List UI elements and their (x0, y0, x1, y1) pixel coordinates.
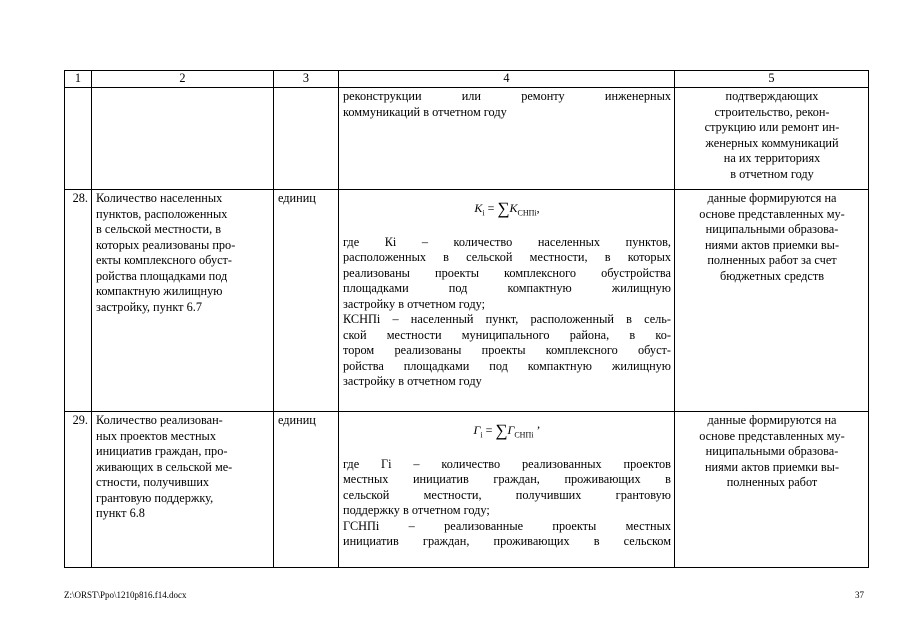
method-cell (339, 88, 675, 190)
source-line: бюджетных средств (719, 268, 825, 283)
source-line: ниями актов приемки вы- (704, 459, 840, 474)
method-line: застройку в отчетном году (343, 374, 482, 389)
source-cell (675, 412, 869, 568)
header-col-5: 5 (675, 71, 869, 88)
method-line: КСНПi – населенный пункт, расположенный в сель- (343, 312, 671, 327)
sum-sign: ∑ (495, 421, 508, 440)
method-cell (339, 190, 675, 412)
method-line: ройства площадками под компактную жилищную (343, 358, 671, 373)
indicator-name-line: Количество реализован- (96, 413, 223, 427)
method-line: расположенных в сельской местности, в которых (343, 250, 671, 265)
source-line: данные формируются на (707, 191, 837, 205)
method-line: застройку в отчетном году; (343, 296, 485, 311)
indicator-name-cell (92, 88, 274, 190)
source-line: ниципальными образова- (705, 222, 839, 236)
indicator-name-line: Количество населенных (96, 191, 223, 205)
header-col-3: 3 (274, 71, 339, 88)
source-line: основе представленных му- (699, 206, 845, 221)
header-col-2: 2 (92, 71, 274, 88)
source-line: данные формируются на (707, 413, 837, 427)
source-line: в отчетном году (730, 166, 814, 181)
method-line: где Гi – количество реализованных проектов (343, 456, 671, 471)
table-row (65, 190, 869, 412)
method-line: тором реализованы проекты комплексного обуст- (343, 343, 671, 358)
indicator-name-line: пункт 6.8 (96, 506, 145, 520)
method-line: реализованы проекты комплексного обустройства (343, 265, 671, 280)
method-line: коммуникаций в отчетном году (343, 104, 507, 119)
indicator-name-line: ройства площадками под (96, 268, 228, 283)
indicator-name-line: застройку, пункт 6.7 (96, 299, 202, 314)
indicator-name-line: инициатив граждан, про- (96, 444, 228, 458)
sum-sign: ∑ (497, 199, 510, 218)
source-line: на их территориях (723, 151, 821, 165)
indicator-name-line: компактную жилищную (96, 284, 223, 298)
unit-cell: единиц (274, 412, 339, 568)
method-line: поддержку в отчетном году; (343, 503, 490, 518)
source-line: основе представленных му- (699, 428, 845, 443)
formula-rhs-sub: СНПi (514, 430, 534, 440)
source-line: женерных коммуникаций (705, 135, 839, 150)
method-line: где Кi – количество населенных пунктов, (343, 234, 671, 249)
indicator-name-cell (92, 190, 274, 412)
formula-lhs-sub: i (480, 430, 483, 440)
formula-rhs: Г (507, 423, 515, 437)
method-line: ской местности муниципального района, в ко- (343, 327, 671, 342)
indicator-name-line: екты комплексного обуст- (96, 253, 233, 267)
row-number: 28. (65, 190, 92, 412)
header-row (65, 71, 869, 88)
row-number: 29. (65, 412, 92, 568)
formula-rhs-sub: СНПi (517, 208, 537, 218)
footer-page-number: 37 (855, 590, 864, 600)
method-cell (339, 412, 675, 568)
table-row (65, 412, 869, 568)
formula-lhs: K (474, 201, 483, 215)
method-line: площадками под компактную жилищную (343, 281, 671, 296)
source-line: ниями актов приемки вы- (704, 237, 840, 252)
source-line: ниципальными образова- (705, 444, 839, 458)
formula-lhs-sub: i (482, 208, 485, 218)
footer-file-path: Z:\ORST\Ppo\1210p816.f14.docx (64, 590, 187, 600)
source-cell (675, 88, 869, 190)
indicator-name-line: которых реализованы про- (96, 237, 236, 252)
indicator-name-cell (92, 412, 274, 568)
method-line: ГСНПi – реализованные проекты местных (343, 518, 671, 533)
header-col-1: 1 (65, 71, 92, 88)
indicator-name-line: живающих в сельской ме- (96, 459, 233, 474)
method-line: реконструкции или ремонту инженерных (343, 89, 671, 103)
source-line: подтверждающих (725, 89, 819, 103)
formula-rhs: K (509, 201, 518, 215)
row-number-cell (65, 88, 92, 190)
formula: $Г_i = \sum Г_{СНПi}$ ’ (473, 421, 541, 440)
indicator-name-line: пунктов, расположенных (96, 206, 228, 221)
source-line: строительство, рекон- (714, 104, 830, 119)
source-line: полненных работ за счет (707, 253, 837, 267)
method-line: местных инициатив граждан, проживающих в (343, 472, 671, 487)
unit-cell: единиц (274, 190, 339, 412)
formula: $K_i = \sum K_{СНПi}$, (474, 199, 540, 218)
source-line: полненных работ (726, 475, 818, 489)
indicators-table (64, 70, 869, 568)
table-row (65, 88, 869, 190)
indicator-name-line: ных проектов местных (96, 428, 216, 443)
unit-cell (274, 88, 339, 190)
formula-lhs: Г (473, 423, 481, 437)
source-line: струкцию или ремонт ин- (704, 120, 840, 134)
method-line: сельской местности, получивших грантовую (343, 487, 671, 502)
method-line: инициатив граждан, проживающих в сельском (343, 534, 671, 549)
header-col-4: 4 (339, 71, 675, 88)
source-cell (675, 190, 869, 412)
indicator-name-line: грантовую поддержку, (96, 490, 214, 505)
indicator-name-line: стности, получивших (96, 475, 210, 489)
indicator-name-line: в сельской местности, в (96, 222, 222, 236)
